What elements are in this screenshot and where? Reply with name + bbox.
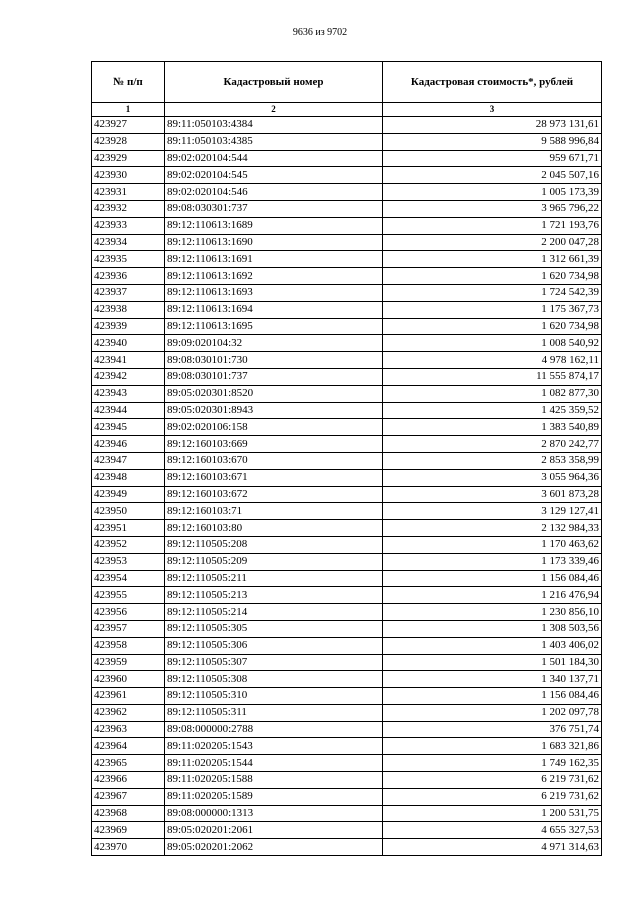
- cadastral-value-cell: 1 425 359,52: [383, 402, 602, 419]
- cadastral-number-cell: 89:08:000000:2788: [165, 721, 383, 738]
- table-row: [92, 620, 602, 637]
- cadastral-number-cell: 89:12:110613:1692: [165, 268, 383, 285]
- table-row: [92, 452, 602, 469]
- cadastral-value-cell: 2 853 358,99: [383, 452, 602, 469]
- row-number-cell: 423954: [92, 570, 165, 587]
- cadastral-number-cell: 89:12:110505:211: [165, 570, 383, 587]
- cadastral-number-cell: 89:12:110505:310: [165, 688, 383, 705]
- header-cadastral-number: Кадастровый номер: [165, 62, 383, 103]
- row-number-cell: 423943: [92, 385, 165, 402]
- cadastral-value-cell: 1 620 734,98: [383, 318, 602, 335]
- cadastral-value-cell: 2 870 242,77: [383, 436, 602, 453]
- column-number-2: 2: [165, 103, 383, 117]
- cadastral-number-cell: 89:09:020104:32: [165, 335, 383, 352]
- table-row: [92, 402, 602, 419]
- cadastral-number-cell: 89:12:160103:671: [165, 469, 383, 486]
- row-number-cell: 423941: [92, 352, 165, 369]
- row-number-cell: 423966: [92, 772, 165, 789]
- cadastral-number-cell: 89:12:110613:1693: [165, 284, 383, 301]
- table-row: [92, 688, 602, 705]
- cadastral-number-cell: 89:12:110613:1695: [165, 318, 383, 335]
- row-number-cell: 423942: [92, 368, 165, 385]
- cadastral-number-cell: 89:12:110505:308: [165, 671, 383, 688]
- table-row: [92, 335, 602, 352]
- cadastral-number-cell: 89:02:020104:545: [165, 167, 383, 184]
- cadastral-value-table: [91, 61, 602, 856]
- table-row: [92, 738, 602, 755]
- cadastral-value-cell: 1 749 162,35: [383, 755, 602, 772]
- row-number-cell: 423958: [92, 637, 165, 654]
- cadastral-value-cell: 1 230 856,10: [383, 604, 602, 621]
- row-number-cell: 423952: [92, 536, 165, 553]
- row-number-cell: 423950: [92, 503, 165, 520]
- cadastral-number-cell: 89:12:110613:1689: [165, 217, 383, 234]
- cadastral-number-cell: 89:12:110505:306: [165, 637, 383, 654]
- cadastral-value-cell: 3 055 964,36: [383, 469, 602, 486]
- row-number-cell: 423967: [92, 788, 165, 805]
- cadastral-value-cell: 1 501 184,30: [383, 654, 602, 671]
- cadastral-value-cell: 1 340 137,71: [383, 671, 602, 688]
- column-number-1: 1: [92, 103, 165, 117]
- cadastral-number-cell: 89:11:020205:1544: [165, 755, 383, 772]
- cadastral-value-cell: 376 751,74: [383, 721, 602, 738]
- cadastral-value-cell: 1 156 084,46: [383, 570, 602, 587]
- table-row: [92, 436, 602, 453]
- cadastral-value-cell: 1 724 542,39: [383, 284, 602, 301]
- row-number-cell: 423948: [92, 469, 165, 486]
- cadastral-value-cell: 11 555 874,17: [383, 368, 602, 385]
- table-row: [92, 587, 602, 604]
- cadastral-number-cell: 89:08:030301:737: [165, 200, 383, 217]
- table-row: [92, 419, 602, 436]
- header-cadastral-value: Кадастровая стоимость*, рублей: [383, 62, 602, 103]
- table-row: [92, 117, 602, 134]
- row-number-cell: 423951: [92, 520, 165, 537]
- cadastral-number-cell: 89:12:160103:670: [165, 452, 383, 469]
- table-row: [92, 654, 602, 671]
- table-row: [92, 368, 602, 385]
- cadastral-number-cell: 89:12:160103:71: [165, 503, 383, 520]
- cadastral-number-cell: 89:12:110505:311: [165, 704, 383, 721]
- row-number-cell: 423953: [92, 553, 165, 570]
- cadastral-number-cell: 89:12:110505:214: [165, 604, 383, 621]
- table-row: [92, 671, 602, 688]
- cadastral-value-cell: 4 971 314,63: [383, 839, 602, 856]
- cadastral-number-cell: 89:08:030101:730: [165, 352, 383, 369]
- row-number-cell: 423962: [92, 704, 165, 721]
- table-row: [92, 469, 602, 486]
- cadastral-number-cell: 89:12:160103:80: [165, 520, 383, 537]
- cadastral-number-cell: 89:02:020104:544: [165, 150, 383, 167]
- cadastral-value-cell: 1 308 503,56: [383, 620, 602, 637]
- table-row: [92, 788, 602, 805]
- cadastral-number-cell: 89:11:020205:1588: [165, 772, 383, 789]
- table-body: [92, 117, 602, 856]
- table-row: [92, 822, 602, 839]
- cadastral-number-cell: 89:12:110505:208: [165, 536, 383, 553]
- row-number-cell: 423930: [92, 167, 165, 184]
- table-row: [92, 503, 602, 520]
- page-number: 9636 из 9702: [292, 27, 348, 38]
- table-row: [92, 318, 602, 335]
- cadastral-number-cell: 89:12:110613:1694: [165, 301, 383, 318]
- table-row: [92, 167, 602, 184]
- cadastral-number-cell: 89:12:110613:1691: [165, 251, 383, 268]
- cadastral-number-cell: 89:11:020205:1589: [165, 788, 383, 805]
- table-header: [92, 62, 602, 117]
- row-number-cell: 423928: [92, 133, 165, 150]
- cadastral-number-cell: 89:02:020106:158: [165, 419, 383, 436]
- row-number-cell: 423936: [92, 268, 165, 285]
- table-row: [92, 553, 602, 570]
- row-number-cell: 423931: [92, 184, 165, 201]
- cadastral-value-cell: 2 045 507,16: [383, 167, 602, 184]
- row-number-cell: 423956: [92, 604, 165, 621]
- table-row: [92, 184, 602, 201]
- table-row: [92, 637, 602, 654]
- table-row: [92, 133, 602, 150]
- row-number-cell: 423944: [92, 402, 165, 419]
- cadastral-value-cell: 1 202 097,78: [383, 704, 602, 721]
- column-number-row: [92, 103, 602, 117]
- cadastral-number-cell: 89:05:020301:8943: [165, 402, 383, 419]
- cadastral-number-cell: 89:05:020301:8520: [165, 385, 383, 402]
- header-row-number: № п/п: [92, 62, 165, 103]
- table-row: [92, 704, 602, 721]
- column-number-3: 3: [383, 103, 602, 117]
- row-number-cell: 423964: [92, 738, 165, 755]
- row-number-cell: 423945: [92, 419, 165, 436]
- row-number-cell: 423932: [92, 200, 165, 217]
- row-number-cell: 423927: [92, 117, 165, 134]
- row-number-cell: 423968: [92, 805, 165, 822]
- cadastral-number-cell: 89:05:020201:2062: [165, 839, 383, 856]
- cadastral-value-cell: 1 620 734,98: [383, 268, 602, 285]
- cadastral-value-cell: 1 156 084,46: [383, 688, 602, 705]
- cadastral-number-cell: 89:02:020104:546: [165, 184, 383, 201]
- cadastral-value-cell: 1 383 540,89: [383, 419, 602, 436]
- row-number-cell: 423933: [92, 217, 165, 234]
- cadastral-number-cell: 89:11:050103:4384: [165, 117, 383, 134]
- table-row: [92, 352, 602, 369]
- row-number-cell: 423963: [92, 721, 165, 738]
- row-number-cell: 423939: [92, 318, 165, 335]
- table-row: [92, 301, 602, 318]
- row-number-cell: 423935: [92, 251, 165, 268]
- cadastral-value-cell: 6 219 731,62: [383, 772, 602, 789]
- table-row: [92, 520, 602, 537]
- cadastral-number-cell: 89:12:160103:672: [165, 486, 383, 503]
- cadastral-number-cell: 89:11:050103:4385: [165, 133, 383, 150]
- row-number-cell: 423949: [92, 486, 165, 503]
- table-row: [92, 805, 602, 822]
- cadastral-value-cell: 1 403 406,02: [383, 637, 602, 654]
- cadastral-value-cell: 3 601 873,28: [383, 486, 602, 503]
- cadastral-number-cell: 89:12:110505:209: [165, 553, 383, 570]
- table-row: [92, 772, 602, 789]
- header-row: [92, 62, 602, 103]
- cadastral-value-cell: 4 655 327,53: [383, 822, 602, 839]
- table-row: [92, 536, 602, 553]
- cadastral-value-cell: 1 683 321,86: [383, 738, 602, 755]
- table-row: [92, 604, 602, 621]
- cadastral-number-cell: 89:12:110505:305: [165, 620, 383, 637]
- row-number-cell: 423965: [92, 755, 165, 772]
- row-number-cell: 423970: [92, 839, 165, 856]
- row-number-cell: 423960: [92, 671, 165, 688]
- row-number-cell: 423937: [92, 284, 165, 301]
- row-number-cell: 423947: [92, 452, 165, 469]
- row-number-cell: 423969: [92, 822, 165, 839]
- cadastral-value-cell: 2 132 984,33: [383, 520, 602, 537]
- cadastral-value-cell: 1 170 463,62: [383, 536, 602, 553]
- cadastral-value-cell: 1 312 661,39: [383, 251, 602, 268]
- cadastral-value-cell: 28 973 131,61: [383, 117, 602, 134]
- table-row: [92, 150, 602, 167]
- cadastral-value-cell: 1 005 173,39: [383, 184, 602, 201]
- cadastral-number-cell: 89:11:020205:1543: [165, 738, 383, 755]
- table-row: [92, 486, 602, 503]
- row-number-cell: 423961: [92, 688, 165, 705]
- table-row: [92, 755, 602, 772]
- row-number-cell: 423940: [92, 335, 165, 352]
- cadastral-value-cell: 1 216 476,94: [383, 587, 602, 604]
- row-number-cell: 423946: [92, 436, 165, 453]
- cadastral-value-cell: 1 175 367,73: [383, 301, 602, 318]
- table-row: [92, 234, 602, 251]
- cadastral-number-cell: 89:12:110613:1690: [165, 234, 383, 251]
- table-row: [92, 268, 602, 285]
- table-row: [92, 217, 602, 234]
- cadastral-number-cell: 89:08:030101:737: [165, 368, 383, 385]
- table-row: [92, 284, 602, 301]
- cadastral-value-cell: 2 200 047,28: [383, 234, 602, 251]
- cadastral-value-cell: 9 588 996,84: [383, 133, 602, 150]
- cadastral-value-cell: 1 082 877,30: [383, 385, 602, 402]
- row-number-cell: 423955: [92, 587, 165, 604]
- cadastral-number-cell: 89:08:000000:1313: [165, 805, 383, 822]
- cadastral-value-cell: 4 978 162,11: [383, 352, 602, 369]
- cadastral-value-cell: 1 008 540,92: [383, 335, 602, 352]
- table-row: [92, 385, 602, 402]
- cadastral-number-cell: 89:05:020201:2061: [165, 822, 383, 839]
- cadastral-value-cell: 3 965 796,22: [383, 200, 602, 217]
- row-number-cell: 423959: [92, 654, 165, 671]
- row-number-cell: 423929: [92, 150, 165, 167]
- cadastral-value-cell: 959 671,71: [383, 150, 602, 167]
- cadastral-value-cell: 1 721 193,76: [383, 217, 602, 234]
- cadastral-value-cell: 1 200 531,75: [383, 805, 602, 822]
- cadastral-number-cell: 89:12:110505:213: [165, 587, 383, 604]
- cadastral-value-cell: 3 129 127,41: [383, 503, 602, 520]
- table-row: [92, 721, 602, 738]
- cadastral-number-cell: 89:12:160103:669: [165, 436, 383, 453]
- row-number-cell: 423934: [92, 234, 165, 251]
- table-row: [92, 570, 602, 587]
- cadastral-value-cell: 1 173 339,46: [383, 553, 602, 570]
- cadastral-number-cell: 89:12:110505:307: [165, 654, 383, 671]
- cadastral-value-cell: 6 219 731,62: [383, 788, 602, 805]
- table-row: [92, 251, 602, 268]
- table-row: [92, 200, 602, 217]
- row-number-cell: 423938: [92, 301, 165, 318]
- row-number-cell: 423957: [92, 620, 165, 637]
- table-row: [92, 839, 602, 856]
